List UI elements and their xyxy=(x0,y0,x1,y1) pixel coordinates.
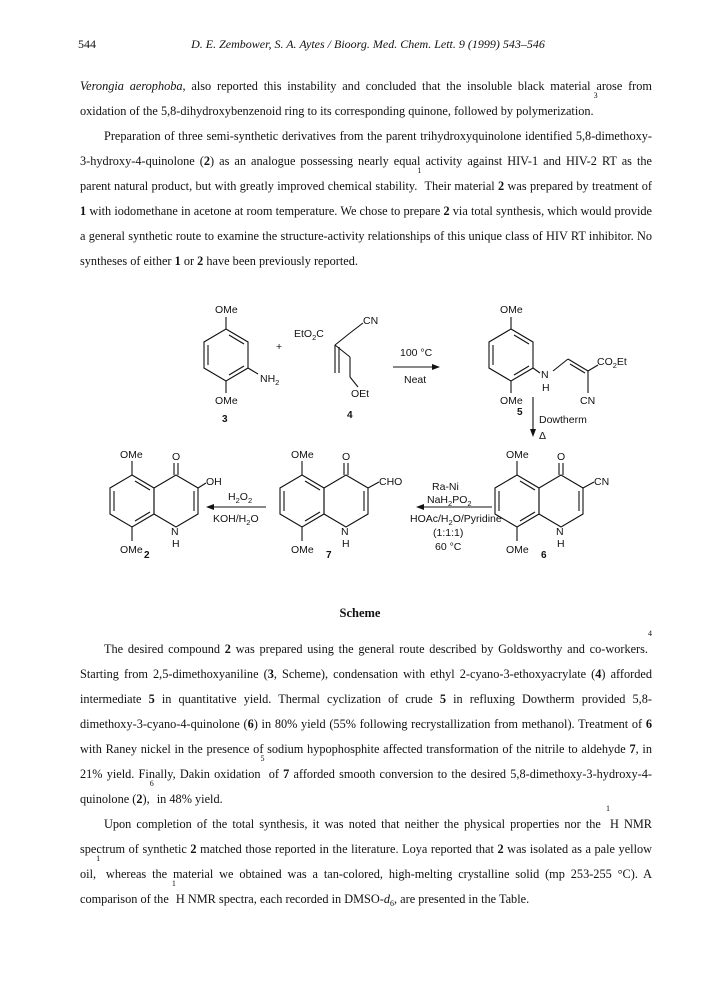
condition-temp: 100 °C xyxy=(400,347,433,359)
compound-ref: 2 xyxy=(197,254,204,268)
paragraph-3 xyxy=(80,629,653,812)
quinolone-7-benzo xyxy=(280,475,324,527)
text-run: Their material xyxy=(421,179,499,193)
text-run: afforded smooth conversion to the desired 5,8-dimethoxy-3-hydroxy-4-quinolone ( xyxy=(80,767,652,806)
h-label: H xyxy=(172,538,180,550)
compound-ref: 1 xyxy=(174,254,181,268)
text-run: was isolated as a pale yellow oil, xyxy=(80,842,653,881)
compound-ref: 2 xyxy=(498,179,505,193)
text-run: ) as an analogue possessing nearly equal activity against HIV-1 and HIV-2 RT as the parent natural product, but with greatly improved chemical stability. xyxy=(80,154,652,193)
text-run: , are presented in the Table. xyxy=(394,892,530,906)
text-run: , in 21% yield. Finally, Dakin oxidation xyxy=(80,742,652,781)
ome-label: OMe xyxy=(120,544,143,556)
compound-ref: 7 xyxy=(283,767,290,781)
oh-label: OH xyxy=(206,476,222,488)
condition-ratio: (1:1:1) xyxy=(433,527,464,539)
species-name: Verongia aerophoba xyxy=(80,79,183,93)
text-run: ) in 80% yield (55% following recrystallization from methanol). Treatment of xyxy=(253,717,646,731)
plus-sign: + xyxy=(276,341,283,353)
condition-koh: KOH/$H_2O$ xyxy=(213,513,259,527)
condition-raney-nickel: Ra-Ni xyxy=(432,481,459,493)
text-run: in quantitative yield. Thermal cyclization of crude xyxy=(154,692,440,706)
subscript-6: 6 xyxy=(390,899,394,908)
text-run: ) afforded intermediate xyxy=(80,667,653,706)
h-label: H xyxy=(342,538,350,550)
ome-label: OMe xyxy=(506,544,529,556)
compound-label-6: 6 xyxy=(541,550,547,561)
running-head: D. E. Zembower, S. A. Aytes / Bioorg. Med. Chem. Lett. 9 (1999) 543–546 xyxy=(191,37,545,51)
text-run: whereas the material we obtained was a tan-colored, high-melting crystalline solid (mp 253-255 °C). A comparison of the xyxy=(80,867,652,906)
compound-label-3: 3 xyxy=(222,414,228,425)
compound-label-2: 2 xyxy=(144,550,150,561)
text-run: H NMR spectra, each recorded in DMSO- xyxy=(175,892,384,906)
o-label: O xyxy=(557,451,566,463)
page-header xyxy=(78,37,658,53)
compound-ref: 4 xyxy=(595,667,602,681)
quinolone-2-benzo xyxy=(110,475,154,527)
ome-label: OMe xyxy=(120,449,143,461)
compound-ref: 5 xyxy=(439,692,447,706)
compound-ref: 6 xyxy=(247,717,254,731)
ome-label: OMe xyxy=(500,304,523,316)
cn-label: CN xyxy=(580,395,596,407)
ref-marker: 3 xyxy=(593,91,598,100)
condition-nah2po2: $NaH_2PO_2$ xyxy=(427,494,472,508)
ref-marker: 1 xyxy=(417,166,422,175)
compound-label-5: 5 xyxy=(517,407,523,418)
ref-marker: 5 xyxy=(260,754,265,763)
compound-ref: 3 xyxy=(267,667,274,681)
cn-label: CN xyxy=(363,315,379,327)
text-run: , also reported this instability and concluded that the insoluble black material arose from oxidation of the 5,8-dihydroxybenzenoid ring to its corresponding quinone, followed by polymerization. xyxy=(80,79,652,118)
cho-label: CHO xyxy=(379,476,403,488)
ome-label: OMe xyxy=(215,395,238,407)
ome-label: OMe xyxy=(291,449,314,461)
cn-label: CN xyxy=(594,476,610,488)
benzene-ring-3 xyxy=(204,329,248,381)
text-run: The desired compound xyxy=(104,642,225,656)
ref-marker: 1 xyxy=(96,854,101,863)
compound-ref: 6 xyxy=(645,717,652,731)
compound-label-7: 7 xyxy=(326,550,332,561)
o-label: O xyxy=(342,451,351,463)
compound-ref: 2 xyxy=(224,642,231,656)
benzene-ring-5 xyxy=(489,329,533,381)
text-run: H NMR spectrum of synthetic xyxy=(80,817,652,856)
compound-ref: 2 xyxy=(190,842,197,856)
condition-dowtherm: Dowtherm xyxy=(539,414,587,426)
paragraph-4 xyxy=(80,804,653,912)
compound-ref: 2 xyxy=(203,154,211,168)
compound-ref: 5 xyxy=(148,692,155,706)
text-run: , Scheme), condensation with ethyl 2-cyano-3-ethoxyacrylate ( xyxy=(273,667,596,681)
text-run: was prepared by treatment of xyxy=(504,179,652,193)
condition-neat: Neat xyxy=(404,374,427,386)
compound-ref: 2 xyxy=(136,792,143,806)
n-label: N xyxy=(556,526,564,538)
text-run: in 48% yield. xyxy=(153,792,223,806)
ref-marker: 6 xyxy=(149,779,154,788)
quinolone-6-pyridone xyxy=(539,475,583,527)
text-run: ), xyxy=(142,792,150,806)
text-run: via total synthesis, which would provide a general synthetic route to examine the structure-activity relationships of this unique class of HIV RT inhibitor. No syntheses of either xyxy=(80,204,652,268)
ome-label: OMe xyxy=(506,449,529,461)
h-label: H xyxy=(542,382,550,394)
page-number: 544 xyxy=(78,37,96,51)
condition-solvent: HOAc/$H_2O$/Pyridine xyxy=(410,513,502,527)
oet-label: OEt xyxy=(351,388,370,400)
condition-h2o2: $H_2O_2$ xyxy=(228,491,253,505)
condition-heat: Δ xyxy=(539,430,547,442)
quinolone-2-pyridone xyxy=(154,475,198,527)
text-run: matched those reported in the literature. Loya reported that xyxy=(196,842,498,856)
n-label: N xyxy=(341,526,349,538)
text-run: with iodomethane in acetone at room temperature. We chose to prepare xyxy=(86,204,444,218)
compound-label-4: 4 xyxy=(347,410,353,421)
compound-ref: 7 xyxy=(629,742,636,756)
reaction-scheme xyxy=(80,295,660,600)
isotope-superscript: 1 xyxy=(171,879,176,888)
ref-marker: 4 xyxy=(648,629,652,638)
compound-ref: 1 xyxy=(80,204,87,218)
ome-label: OMe xyxy=(500,395,523,407)
n-label: N xyxy=(171,526,179,538)
scheme-caption: Scheme xyxy=(339,606,381,620)
h-label: H xyxy=(557,538,565,550)
compound-ref: 2 xyxy=(443,204,450,218)
text-run: of xyxy=(264,767,284,781)
text-run: was prepared using the general route described by Goldsworthy and co-workers. xyxy=(230,642,648,656)
text-run: Preparation of three semi-synthetic derivatives from the parent trihydroxyquinolone identified 5,8-dimethoxy-3-hydroxy-4-quinolone ( xyxy=(80,129,652,168)
condition-temp-60: 60 °C xyxy=(435,541,462,553)
text-run: Starting from 2,5-dimethoxyaniline ( xyxy=(80,667,268,681)
paragraph-1 xyxy=(80,74,652,124)
co2et-label: $CO_2Et$ xyxy=(597,356,627,370)
quinolone-7-pyridone xyxy=(324,475,368,527)
ome-label: OMe xyxy=(291,544,314,556)
ome-label: OMe xyxy=(215,304,238,316)
text-run: with Raney nickel in the presence of sodium hypophosphite affected transformation of the nitrile to aldehyde xyxy=(80,742,630,756)
n-label: N xyxy=(541,369,549,381)
italic-d: d xyxy=(383,892,390,906)
text-run: in refluxing Dowtherm provided 5,8-dimethoxy-3-cyano-4-quinolone ( xyxy=(80,692,653,731)
text-run: Upon completion of the total synthesis, it was noted that neither the physical properties nor the xyxy=(104,817,606,831)
text-run: or xyxy=(180,254,198,268)
isotope-superscript: 1 xyxy=(605,804,610,813)
paragraph-2 xyxy=(80,124,652,274)
text-run: have been previously reported. xyxy=(203,254,358,268)
o-label: O xyxy=(172,451,181,463)
text-block-bottom xyxy=(80,629,653,912)
compound-ref: 2 xyxy=(497,842,504,856)
text-block-top xyxy=(80,74,652,274)
eto2c-label: EtO$_2$C xyxy=(294,328,324,342)
nh2-label: $NH_2$ xyxy=(260,373,280,387)
